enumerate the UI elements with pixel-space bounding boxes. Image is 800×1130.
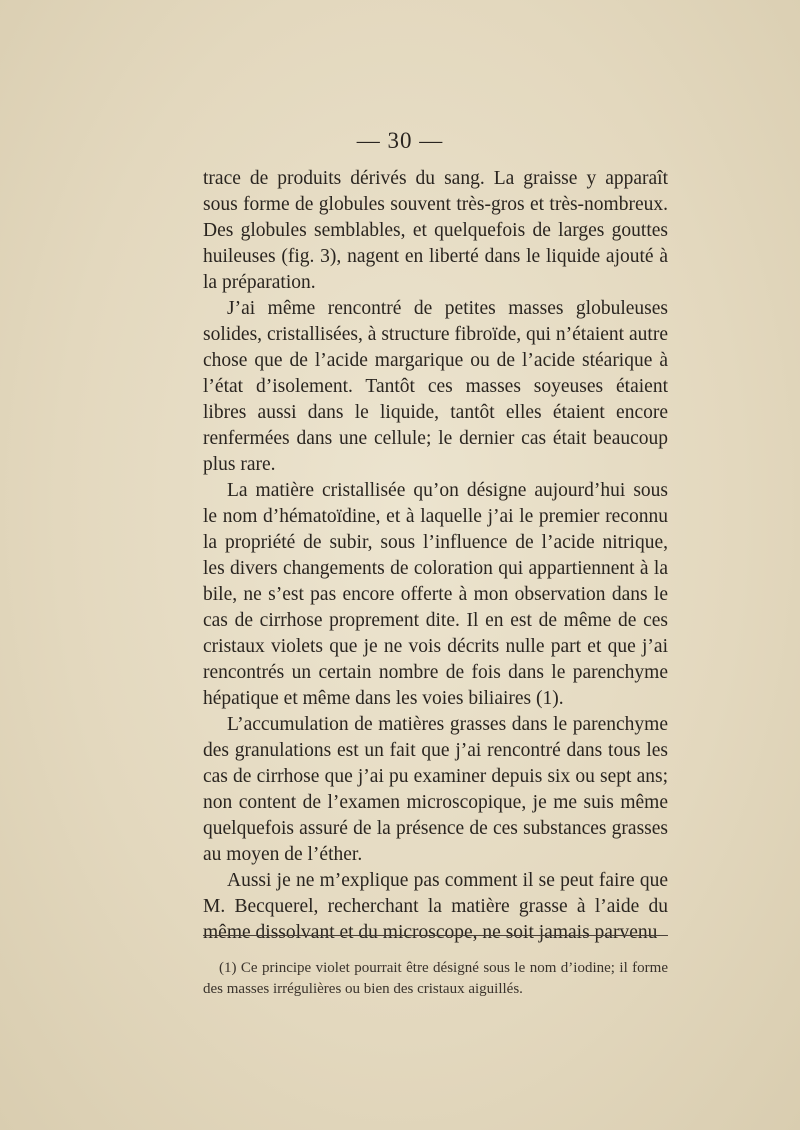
paragraph-2: J’ai même rencontré de petites masses globuleuses solides, cristallisées, à structure fibroïde, qui n’étaient autre chose que de l’acide margarique ou de l’acide stéarique à l’état d’isolement. Tantôt ces masses soyeuses étaient libres aussi dans le liquide, tantôt elles étaient encore renfermées dans une cellule; le dernier cas était beaucoup plus rare.: [203, 298, 668, 475]
page-number: — 30 —: [356, 128, 444, 153]
footnote: [203, 958, 668, 1000]
paragraph-4: L’accumulation de matières grasses dans le parenchyme des granulations est un fait que j’ai rencontré dans tous les cas de cirrhose que j’ai pu examiner depuis six ou sept ans; non content de l’examen microscopique, je me suis même quelquefois assuré de la présence de ces substances grasses au moyen de l’éther.: [203, 714, 668, 865]
paragraph-3: La matière cristallisée qu’on désigne aujourd’hui sous le nom d’hématoïdine, et à laquelle j’ai le premier reconnu la propriété de subir, sous l’influence de l’acide nitrique, les divers changements de coloration qui appartiennent à la bile, ne s’est pas encore offerte à mon observation dans le cas de cirrhose proprement dite. Il en est de même de ces cristaux violets que je ne vois décrits nulle part et que j’ai rencontrés un certain nombre de fois dans le parenchyme hépatique et même dans les voies biliaires (1).: [203, 480, 668, 709]
paragraph-5: Aussi je ne m’explique pas comment il se peut faire que M. Becquerel, recherchant la matière grasse à l’aide du même dissolvant et du microscope, ne soit jamais parvenu: [203, 870, 668, 943]
body-text: [203, 166, 668, 946]
footnote-text: (1) Ce principe violet pourrait être désigné sous le nom d’iodine; il forme des masses irrégulières ou bien des cristaux aiguillés.: [203, 960, 668, 997]
paragraph-1: trace de produits dérivés du sang. La graisse y apparaît sous forme de globules souvent très-gros et très-nombreux. Des globules semblables, et quelquefois de larges gouttes huileuses (fig. 3), nagent en liberté dans le liquide ajouté à la préparation.: [203, 168, 668, 293]
footnote-divider: [203, 935, 668, 936]
